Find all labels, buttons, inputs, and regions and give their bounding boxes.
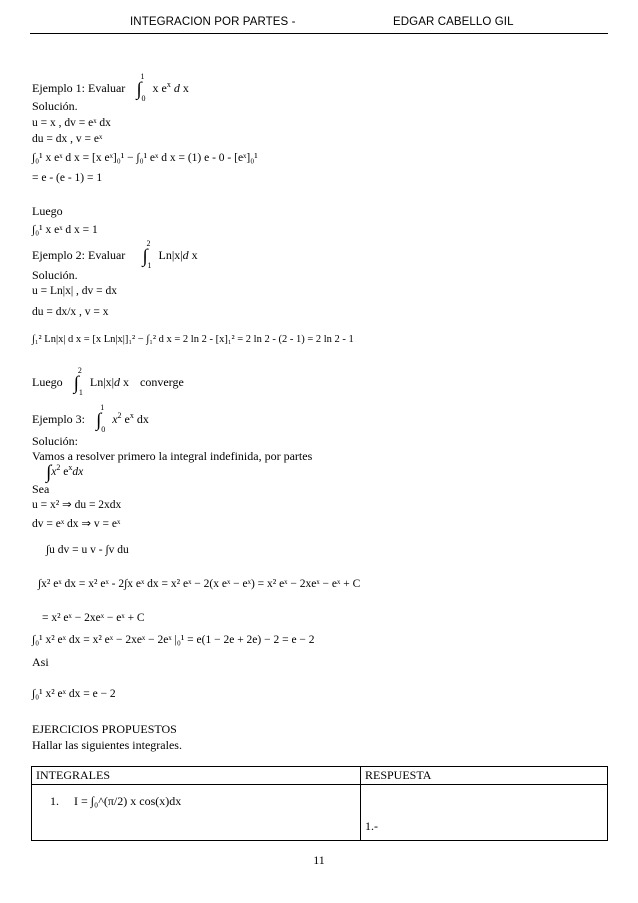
row1-number: 1. xyxy=(50,794,59,808)
ex3-intro: Vamos a resolver primero la integral indefinida, por partes xyxy=(32,449,313,463)
ex3-asi: Asi xyxy=(32,655,49,669)
ex2-uv1: u = Ln|x| , dv = dx xyxy=(32,285,117,297)
header-title-left: INTEGRACION POR PARTES - xyxy=(130,16,296,28)
ex1-equation: ∫₀¹ x eˣ d x = [x eˣ]₀¹ − ∫₀¹ eˣ d x = (1) e - 0 - [eˣ]₀¹ xyxy=(32,152,258,164)
table-header-row xyxy=(32,767,608,785)
row1-answer: 1.- xyxy=(361,785,608,841)
ex2-title-integral: $\int_1^2$ Ln|x|d x xyxy=(142,239,198,271)
ex1-title-integral: $\int_0^1$ x $e^x$ d x xyxy=(136,72,189,104)
ex3-eq1: ∫x² eˣ dx = x² eˣ - 2∫x eˣ dx = x² eˣ − 2(x eˣ − eˣ) = x² eˣ − 2xeˣ − eˣ + C xyxy=(38,578,361,590)
ex2-solution-label: Solución. xyxy=(32,268,78,282)
ex3-uv2: dv = eˣ dx ⇒ v = eˣ xyxy=(32,518,121,530)
ex2-uv2: du = dx/x , v = x xyxy=(32,306,109,318)
ex3-sea: Sea xyxy=(32,482,50,496)
row1-integral: I = ∫₀^(π/2) x cos(x)dx xyxy=(74,794,182,808)
ex3-uv1: u = x² ⇒ du = 2xdx xyxy=(32,499,122,511)
ex2-title-text: Ejemplo 2: Evaluar xyxy=(32,248,126,262)
table-row xyxy=(32,785,608,841)
ex1-solution-label: Solución. xyxy=(32,99,78,113)
exercises-table xyxy=(31,766,608,841)
ex1-title xyxy=(32,72,189,104)
page-number: 11 xyxy=(313,853,325,867)
exercises-instruction: Hallar las siguientes integrales. xyxy=(32,738,182,752)
ex1-result: = e - (e - 1) = 1 xyxy=(32,172,103,184)
ex3-title-text: Ejemplo 3: xyxy=(32,412,85,426)
ex2-luego-integral: $\int_1^2$ Ln|x|d x xyxy=(73,366,130,398)
ex2-equation: ∫₁² Ln|x| d x = [x Ln|x|]₁² − ∫₁² d x = 2 ln 2 - [x]₁² = 2 ln 2 - (2 - 1) = 2 ln 2 - 1 xyxy=(32,334,354,345)
ex3-final: ∫₀¹ x² eˣ dx = e − 2 xyxy=(32,688,116,700)
ex3-indefinite: $\int x^2$ $e^xdx$ xyxy=(46,462,84,483)
row1-integral-cell xyxy=(32,785,361,841)
ex3-eq3: ∫₀¹ x² eˣ dx = x² eˣ − 2xeˣ − 2eˣ |₀¹ = e(1 − 2e + 2e) − 2 = e − 2 xyxy=(32,634,315,646)
header-rule xyxy=(30,33,608,34)
ex2-luego: Luego xyxy=(32,375,63,389)
ex2-title xyxy=(32,239,198,271)
ex1-title-text: Ejemplo 1: Evaluar xyxy=(32,81,126,95)
exercises-heading: EJERCICIOS PROPUESTOS xyxy=(32,722,177,736)
ex1-luego: Luego xyxy=(32,204,63,218)
ex3-title-integral: $\int_0^1$ $x^2$ $e^x$ dx xyxy=(96,403,149,435)
ex3-solution-label: Solución: xyxy=(32,434,79,448)
ex3-title xyxy=(32,403,149,435)
ex1-uv2: du = dx , v = eˣ xyxy=(32,133,103,145)
col-integrales: INTEGRALES xyxy=(32,767,361,785)
ex3-parts-formula: ∫u dv = u v - ∫v du xyxy=(46,544,129,556)
ex3-eq2: = x² eˣ − 2xeˣ − eˣ + C xyxy=(42,612,145,624)
ex1-final: ∫₀¹ x eˣ d x = 1 xyxy=(32,224,98,236)
col-respuesta: RESPUESTA xyxy=(361,767,608,785)
ex2-converge: converge xyxy=(140,375,184,389)
ex1-uv1: u = x , dv = eˣ dx xyxy=(32,117,111,129)
header-author: EDGAR CABELLO GIL xyxy=(393,16,514,28)
ex2-luego-line xyxy=(32,366,184,398)
